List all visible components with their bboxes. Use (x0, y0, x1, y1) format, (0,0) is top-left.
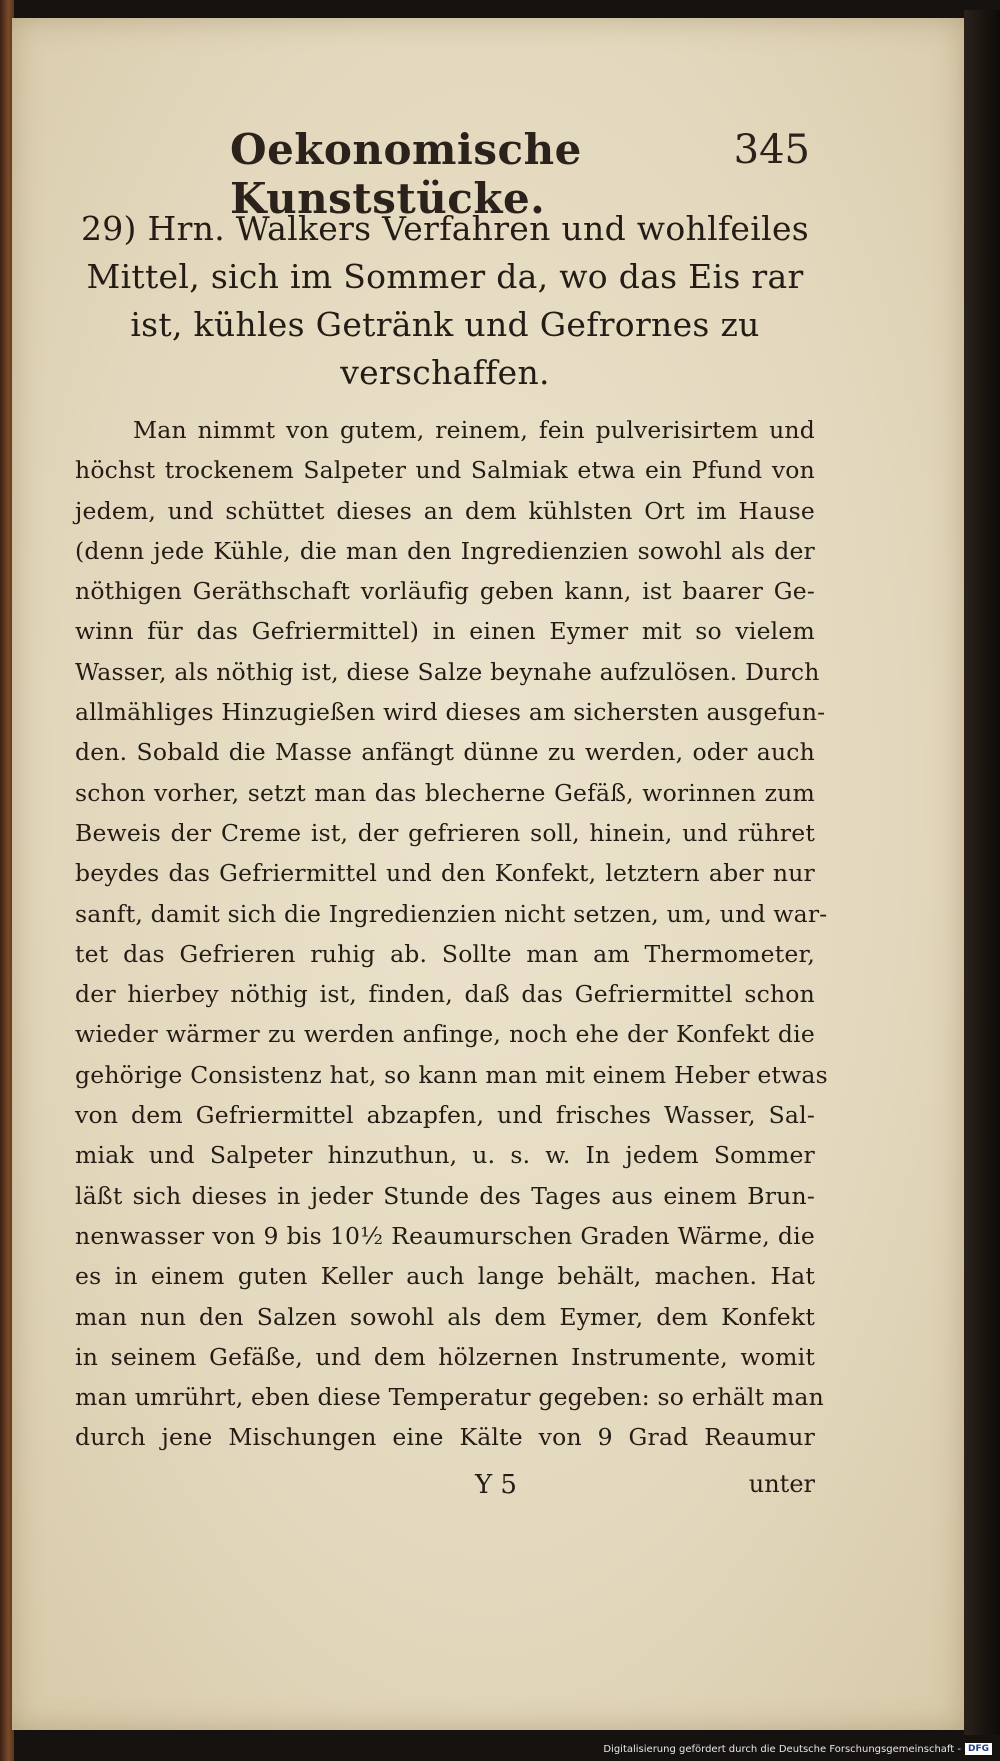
article-heading (75, 205, 815, 397)
heading-line: Mittel, sich im Sommer da, wo das Eis rar (86, 257, 804, 296)
body-line: den. Sobald die Masse anfängt dünne zu werden, oder auch (75, 738, 815, 767)
body-line: miak und Salpeter hinzuthun, u. s. w. In jedem Sommer (75, 1141, 815, 1170)
body-line: nöthigen Geräthschaft vorläufig geben kann, ist baarer Ge- (75, 577, 815, 606)
body-line: man nun den Salzen sowohl als dem Eymer, dem Konfekt (75, 1302, 815, 1331)
body-line: gehörige Consistenz hat, so kann man mit einem Heber etwas (75, 1060, 828, 1089)
body-line: man umrührt, eben diese Temperatur gegeben: so erhält man (75, 1383, 824, 1412)
page-number: 345 (733, 127, 810, 173)
body-line: jedem, und schüttet dieses an dem kühlsten Ort im Hause (75, 496, 815, 525)
body-line: in seinem Gefäße, und dem hölzernen Instrumente, womit (75, 1342, 815, 1371)
body-line: läßt sich dieses in jeder Stunde des Tages aus einem Brun- (75, 1181, 815, 1210)
page-edge-shadow (964, 10, 1000, 1735)
digitization-credit (603, 1743, 992, 1755)
body-line: höchst trockenem Salpeter und Salmiak etwa ein Pfund von (75, 456, 815, 485)
heading-line: ist, kühles Getränk und Gefrornes zu (130, 305, 760, 344)
body-line: allmähliges Hinzugießen wird dieses am sichersten ausgefun- (75, 698, 826, 727)
signature-mark: Y 5 (475, 1470, 517, 1500)
running-title: Oekonomische Kunststücke. (230, 125, 582, 223)
body-line: durch jene Mischungen eine Kälte von 9 Grad Reaumur (75, 1423, 815, 1452)
dfg-logo: DFG (965, 1743, 992, 1755)
body-line: nenwasser von 9 bis 10½ Reaumurschen Graden Wärme, die (75, 1221, 815, 1250)
heading-line: verschaffen. (340, 353, 550, 392)
page-footer (75, 1470, 815, 1510)
body-line: Man nimmt von gutem, reinem, fein pulverisirtem und (133, 416, 815, 444)
catchword: unter (748, 1470, 815, 1498)
body-line: Wasser, als nöthig ist, diese Salze beynahe aufzulösen. Durch (75, 657, 820, 686)
page-header (230, 125, 810, 223)
body-line: winn für das Gefriermittel) in einen Eymer mit so vielem (75, 617, 815, 646)
body-line: von dem Gefriermittel abzapfen, und frisches Wasser, Sal- (75, 1101, 815, 1130)
body-line: beydes das Gefriermittel und den Konfekt, letztern aber nur (75, 859, 815, 888)
body-line: (denn jede Kühle, die man den Ingredienzien sowohl als der (75, 536, 815, 565)
body-line: schon vorher, setzt man das blecherne Gefäß, worinnen zum (75, 778, 815, 807)
body-line: sanft, damit sich die Ingredienzien nicht setzen, um, und war- (75, 899, 828, 928)
body-line: tet das Gefrieren ruhig ab. Sollte man am Thermometer, (75, 939, 815, 968)
body-line: der hierbey nöthig ist, finden, daß das Gefriermittel schon (75, 980, 815, 1009)
body-line: wieder wärmer zu werden anfinge, noch ehe der Konfekt die (75, 1020, 815, 1049)
heading-line: 29) Hrn. Walkers Verfahren und wohlfeiles (80, 209, 810, 248)
body-line: es in einem guten Keller auch lange behält, machen. Hat (75, 1262, 815, 1291)
article-body (75, 410, 828, 1458)
credit-text: Digitalisierung gefördert durch die Deutsche Forschungsgemeinschaft - (603, 1743, 961, 1755)
body-line: Beweis der Creme ist, der gefrieren soll, hinein, und rühret (75, 818, 815, 847)
